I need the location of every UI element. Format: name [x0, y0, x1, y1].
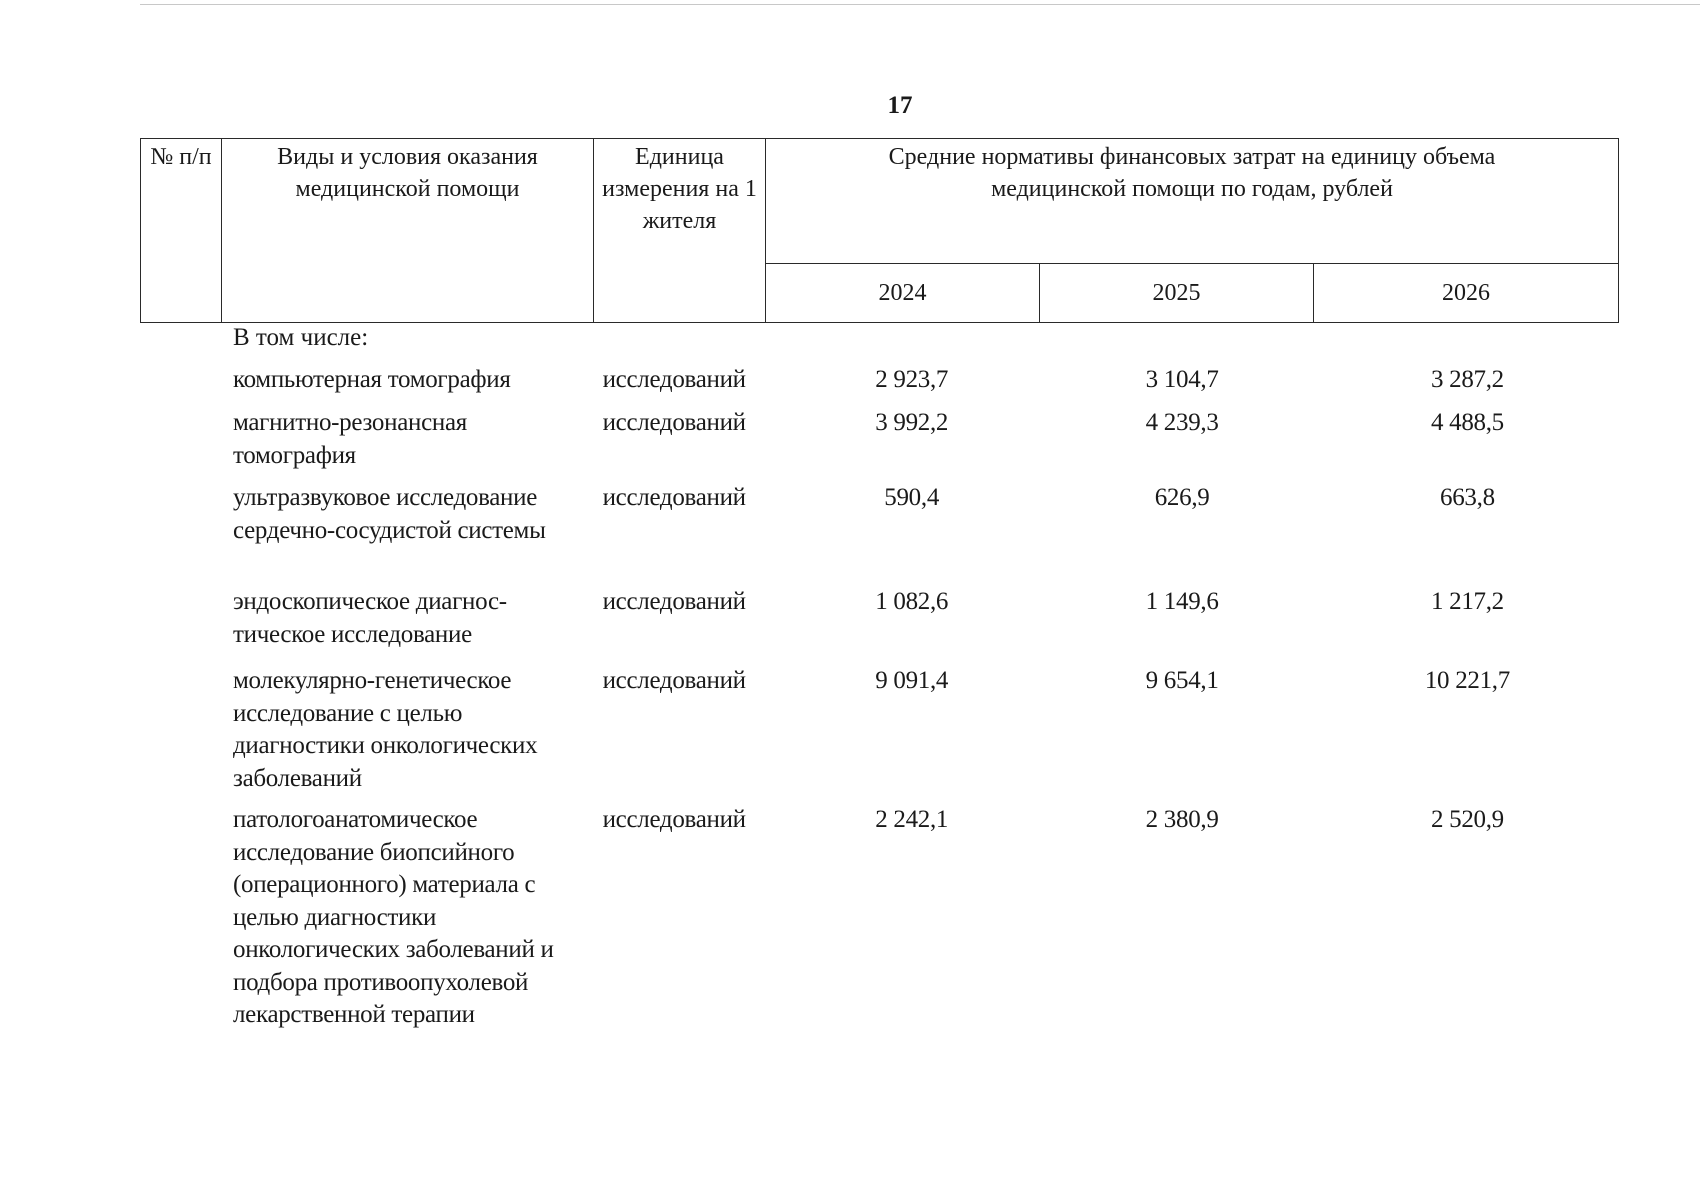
row-value-2026: 663,8 — [1440, 484, 1495, 511]
row-value-2024: 2 242,1 — [875, 806, 949, 833]
row-value-2026: 4 488,5 — [1430, 409, 1504, 436]
row-unit: исследований — [602, 484, 746, 511]
intro-label: В том числе: — [233, 324, 369, 351]
row-value-2024: 9 091,4 — [875, 667, 949, 694]
page-number: 17 — [887, 92, 913, 119]
header-year-2026: 2026 — [1314, 264, 1619, 323]
row-value-2026: 2 520,9 — [1430, 806, 1504, 833]
row-value-2024: 2 923,7 — [875, 366, 949, 393]
row-value-2025: 626,9 — [1154, 484, 1210, 511]
row-value-2025: 2 380,9 — [1145, 806, 1219, 833]
row-name: патологоанатомическое исследование биопсийного (операционного) материала с целью диагностики онкологических заболеваний и подбора противоопухолевой лекарственной терапии — [233, 806, 554, 1028]
row-unit: исследований — [602, 409, 746, 436]
header-year-2024: 2024 — [766, 264, 1040, 323]
table-row — [140, 407, 1618, 482]
row-name: эндоскопическое диагнос-тическое исследование — [233, 588, 507, 648]
row-value-2025: 4 239,3 — [1145, 409, 1219, 436]
row-name: магнитно-резонансная томография — [233, 409, 467, 469]
row-name: компьютерная томография — [233, 366, 511, 393]
table-row — [140, 804, 1618, 1064]
table-header — [140, 138, 1619, 323]
table-body — [140, 322, 1618, 1064]
row-value-2025: 3 104,7 — [1145, 366, 1219, 393]
header-col-number: № п/п — [141, 139, 222, 323]
header-col-care-type: Виды и условия оказания медицинской помощи — [222, 139, 594, 323]
row-value-2026: 1 217,2 — [1430, 588, 1504, 615]
table-row — [140, 586, 1618, 665]
row-value-2024: 590,4 — [884, 484, 940, 511]
header-year-2025: 2025 — [1040, 264, 1314, 323]
row-value-2026: 3 287,2 — [1430, 366, 1504, 393]
table-row — [140, 665, 1618, 804]
row-name: ультразвуковое исследование сердечно-сосудистой системы — [233, 484, 546, 544]
row-name: молекулярно-генетическое исследование с целью диагностики онкологических заболеваний — [233, 667, 538, 792]
row-unit: исследований — [602, 806, 746, 833]
row-unit: исследований — [602, 667, 746, 694]
row-unit: исследований — [602, 588, 746, 615]
row-unit: исследований — [602, 366, 746, 393]
header-col-norms: Средние нормативы финансовых затрат на единицу объема медицинской помощи по годам, рублей — [766, 139, 1619, 264]
row-value-2024: 1 082,6 — [875, 588, 949, 615]
table-row — [140, 364, 1618, 407]
row-value-2025: 9 654,1 — [1145, 667, 1219, 694]
table-row — [140, 482, 1618, 586]
row-value-2024: 3 992,2 — [875, 409, 949, 436]
scan-edge-line — [140, 4, 1700, 5]
row-value-2025: 1 149,6 — [1145, 588, 1219, 615]
header-col-unit: Единица измерения на 1 жителя — [594, 139, 766, 323]
row-value-2026: 10 221,7 — [1424, 667, 1510, 694]
